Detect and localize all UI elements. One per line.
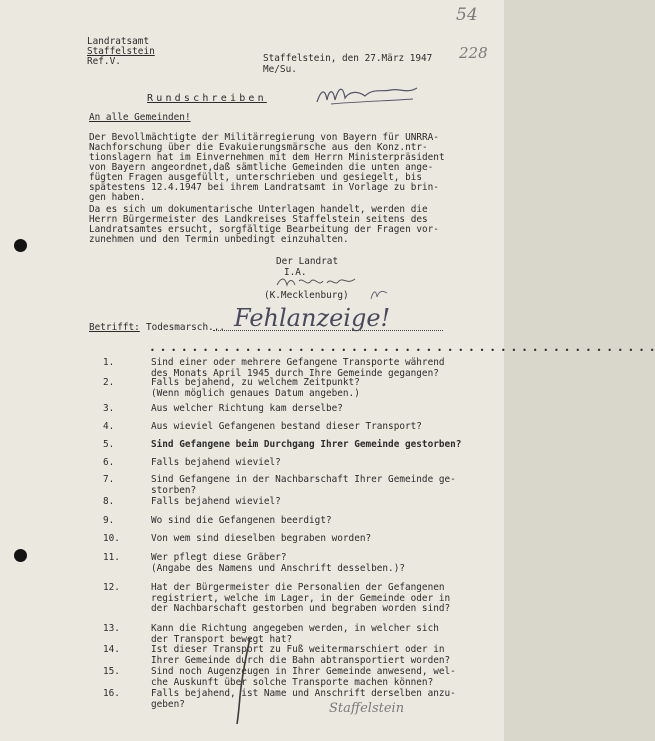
- question-7-text: Sind Gefangene in der Nachbarschaft Ihrer Gemeinde ge- storben?: [151, 474, 456, 496]
- question-11-number: 11.: [103, 552, 120, 563]
- question-14-number: 14.: [103, 644, 120, 655]
- question-1-text: Sind einer oder mehrere Gefangene Transporte während des Monats April 1945 durch Ihre Gemeinde gegangen?: [151, 357, 445, 379]
- folio-number: 54: [456, 5, 478, 25]
- question-9-text: Wo sind die Gefangenen beerdigt?: [151, 515, 332, 526]
- signature-name: (K.Mecklenburg): [264, 290, 349, 301]
- question-6-text: Falls bejahend wieviel?: [151, 457, 281, 468]
- sender-line-3: Ref.V.: [87, 56, 121, 67]
- question-3-text: Aus welcher Richtung kam derselbe?: [151, 403, 343, 414]
- initials-scribble: [313, 82, 423, 110]
- question-8-number: 8.: [103, 496, 115, 507]
- question-6-number: 6.: [103, 457, 115, 468]
- question-12-number: 12.: [103, 582, 120, 593]
- handwritten-signature: [275, 273, 359, 291]
- question-12-text: Hat der Bürgermeister die Personalien der Gefangenen registriert, welche im Lager, in der Gemeinde oder in der Nachbarschaft gestorben und begraben worden sind?: [151, 582, 451, 615]
- signature-ia: I.A.: [284, 267, 307, 278]
- question-14-text: Ist dieser Transport zu Fuß weitermarschiert oder in Ihrer Gemeinde durch die Bahn abtransportiert worden?: [151, 644, 451, 666]
- betrifft-text: Todesmarsch...: [146, 322, 226, 333]
- stamp-number: 228: [459, 44, 488, 62]
- sender-line-2: Staffelstein: [87, 46, 155, 57]
- body-line-7: gen haben.: [89, 192, 146, 203]
- body-line-3: tionslagern hat im Einvernehmen mit dem Herrn Ministerpräsident: [89, 152, 445, 163]
- question-15-number: 15.: [103, 666, 120, 677]
- question-13-text: Kann die Richtung angegeben werden, in welcher sich der Transport bewegt hat?: [151, 623, 439, 645]
- question-16-text: Falls bejahend, ist Name und Anschrift derselben anzu- geben?: [151, 688, 456, 710]
- question-4-text: Aus wieviel Gefangenen bestand dieser Transport?: [151, 421, 422, 432]
- punch-hole-top: [14, 239, 27, 252]
- question-5-text: Sind Gefangene beim Durchgang Ihrer Gemeinde gestorben?: [151, 439, 462, 450]
- handwritten-vertical-stroke: [228, 636, 258, 726]
- question-4-number: 4.: [103, 421, 115, 432]
- question-16-number: 16.: [103, 688, 120, 699]
- handwritten-fehlanzeige: Fehlanzeige!: [234, 304, 391, 332]
- question-2-number: 2.: [103, 377, 115, 388]
- question-15-text: Sind noch Augenzeugen in Ihrer Gemeinde anwesend, wel- che Auskunft über solche Transporte machen können?: [151, 666, 456, 688]
- question-9-number: 9.: [103, 515, 115, 526]
- question-5-number: 5.: [103, 439, 115, 450]
- question-7-number: 7.: [103, 474, 115, 485]
- sender-line-1: Landratsamt: [87, 36, 150, 47]
- reference: Me/Su.: [263, 64, 297, 75]
- punch-hole-bottom: [14, 549, 27, 562]
- question-3-number: 3.: [103, 403, 115, 414]
- question-10-text: Von wem sind dieselben begraben worden?: [151, 533, 372, 544]
- bottom-pencil-signature: Staffelstein: [329, 701, 405, 716]
- body-line-6: spätestens 12.4.1947 bei ihrem Landratsamt in Vorlage zu brin-: [89, 182, 439, 193]
- body-line-8: Da es sich um dokumentarische Unterlagen handelt, werden die: [89, 204, 428, 215]
- bullet-separator: • • • • • • • • • • • • • • • • • • • • • • • • • • • • • • • • • • • • • • • • • • • • • • • •: [150, 346, 655, 355]
- betrifft-label: Betrifft:: [89, 322, 140, 333]
- body-line-1: Der Bevollmächtigte der Militärregierung von Bayern für UNRRA-: [89, 132, 439, 143]
- signature-initial-mark: [368, 287, 390, 301]
- body-line-10: Landratsamtes ersucht, sorgfältige Bearbeitung der Fragen vor-: [89, 224, 439, 235]
- body-line-5: fügten Fragen ausgefüllt, unterschrieben und gesiegelt, bis: [89, 172, 423, 183]
- question-11-text: Wer pflegt diese Gräber? (Angabe des Namens und Anschrift desselben.)?: [151, 552, 405, 574]
- place-date: Staffelstein, den 27.März 1947: [263, 53, 433, 64]
- body-line-2: Nachforschung über die Evakuierungsmärsche aus den Konz.ntr-: [89, 142, 428, 153]
- question-8-text: Falls bejahend wieviel?: [151, 496, 281, 507]
- question-1-number: 1.: [103, 357, 115, 368]
- question-13-number: 13.: [103, 623, 120, 634]
- body-line-9: Herrn Bürgermeister des Landkreises Staffelstein seitens des: [89, 214, 428, 225]
- signature-title: Der Landrat: [276, 256, 339, 267]
- addressee: An alle Gemeinden!: [89, 112, 191, 123]
- body-line-4: von Bayern angeordnet,daß sämtliche Gemeinden die unten ange-: [89, 162, 434, 173]
- document-title: Rundschreiben: [147, 93, 267, 104]
- question-2-text: Falls bejahend, zu welchem Zeitpunkt? (Wenn möglich genaues Datum angeben.): [151, 377, 360, 399]
- betrifft-dotted-leader: [213, 330, 443, 331]
- question-10-number: 10.: [103, 533, 120, 544]
- body-line-11: zunehmen und den Termin unbedingt einzuhalten.: [89, 234, 349, 245]
